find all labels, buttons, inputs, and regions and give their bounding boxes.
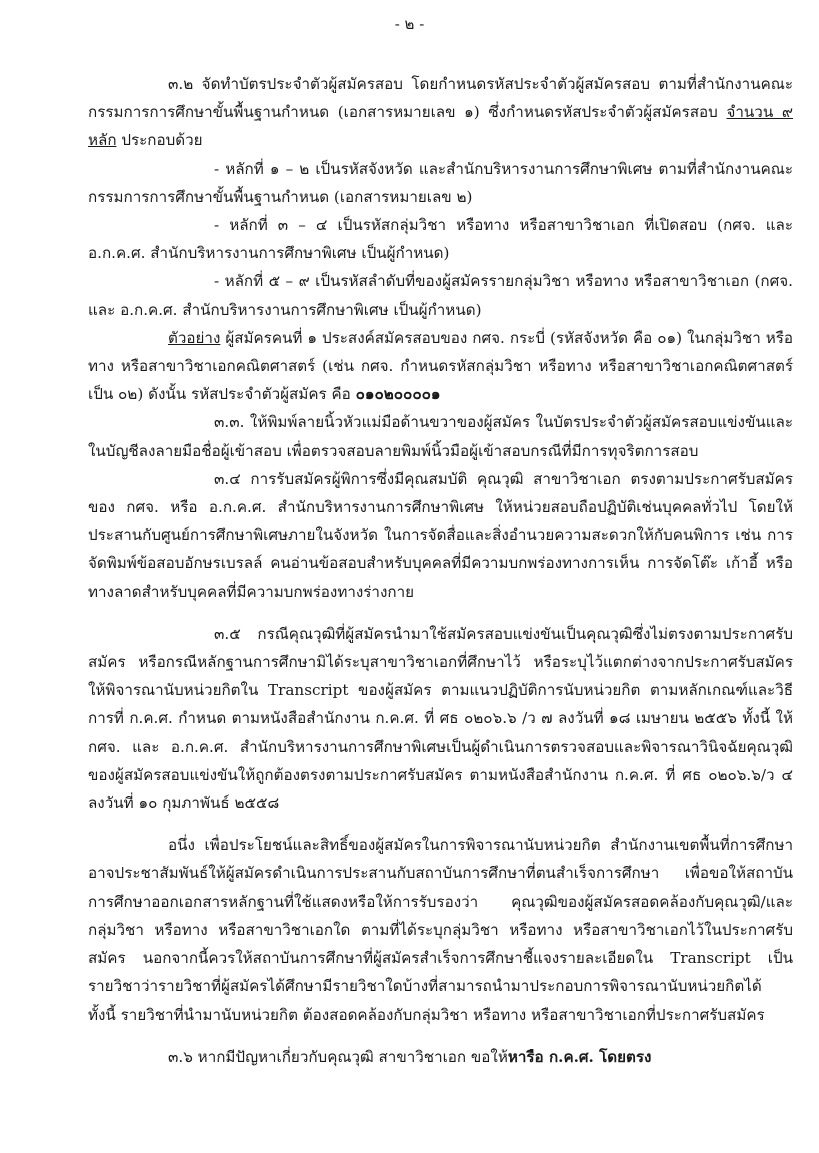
section-3-2-after: ประกอบด้วย xyxy=(116,131,203,150)
section-3-2 xyxy=(88,70,793,155)
example-text: ผู้สมัครคนที่ ๑ ประสงค์สมัครสอบของ กศจ. กระบี่ (รหัสจังหวัด คือ ๐๑) ในกลุ่มวิชา หรือทาง หรือสาขาวิชาเอกคณิตศาสตร์ (เช่น กศจ. กำหนดรหัสกลุ่มวิชา หรือทาง หรือสาขาวิชาเอกคณิตศาสตร์ เป็น ๐๒) ดังนั้น รหัสประจำตัวผู้สมัคร คือ xyxy=(88,328,793,404)
section-3-3: ๓.๓. ให้พิมพ์ลายนิ้วหัวแม่มือด้านขวาของผู้สมัคร ในบัตรประจำตัวผู้สมัครสอบแข่งขันและในบัญชีลงลายมือชื่อผู้เข้าสอบ เพื่อตรวจสอบลายพิมพ์นิ้วมือผู้เข้าสอบกรณีที่มีการทุจริตการสอบ xyxy=(88,413,793,460)
document-body xyxy=(88,70,793,1071)
section-3-6 xyxy=(88,1043,793,1071)
paragraph-gap xyxy=(88,1029,793,1043)
section-3-6-text: ๓.๖ หากมีปัญหาเกี่ยวกับคุณวุฒิ สาขาวิชาเอก ขอให้ xyxy=(168,1047,508,1066)
paragraph-gap xyxy=(88,606,793,620)
example-code: ๐๑๐๒๐๐๐๐๑ xyxy=(355,385,441,404)
digit-rule-1: - หลักที่ ๑ – ๒ เป็นรหัสจังหวัด และสำนักบริหารงานการศึกษาพิเศษ ตามที่สำนักงานคณะกรรมการการศึกษาขั้นพื้นฐานกำหนด (เอกสารหมายเลข ๒) xyxy=(88,159,793,206)
section-3-5-note: อนึ่ง เพื่อประโยชน์และสิทธิ์ของผู้สมัครในการพิจารณานับหน่วยกิต สำนักงานเขตพื้นที่การศึกษาอาจประชาสัมพันธ์ให้ผู้สมัครดำเนินการประสานกับสถาบันการศึกษาที่ตนสำเร็จการศึกษา เพื่อขอให้สถาบันการศึกษาออกเอกสารหลักฐานที่ใช้แสดงหรือให้การรับรองว่า คุณวุฒิของผู้สมัครสอดคล้องกับคุณวุฒิ/และกลุ่มวิชา หรือทาง หรือสาขาวิชาเอกใด ตามที่ได้ระบุกลุ่มวิชา หรือทาง หรือสาขาวิชาเอกไว้ในประกาศรับสมัคร นอกจากนี้ควรให้สถาบันการศึกษาที่ผู้สมัครสำเร็จการศึกษาชี้แจงรายละเอียดใน Transcript เป็นรายวิชาว่ารายวิชาที่ผู้สมัครได้ศึกษามีรายวิชาใดบ้างที่สามารถนำมาประกอบการพิจารณานับหน่วยกิตได้ ทั้งนี้ รายวิชาที่นำมานับหน่วยกิต ต้องสอดคล้องกับกลุ่มวิชา หรือทาง หรือสาขาวิชาเอกที่ประกาศรับสมัคร xyxy=(88,836,793,1024)
section-3-5: ๓.๕ กรณีคุณวุฒิที่ผู้สมัครนำมาใช้สมัครสอบแข่งขันเป็นคุณวุฒิซึ่งไม่ตรงตามประกาศรับสมัคร หรือกรณีหลักฐานการศึกษามิได้ระบุสาขาวิชาเอกที่ศึกษาไว้ หรือระบุไว้แตกต่างจากประกาศรับสมัคร ให้พิจารณานับหน่วยกิตใน Transcript ของผู้สมัคร ตามแนวปฏิบัติการนับหน่วยกิต ตามหลักเกณฑ์และวิธีการที่ ก.ค.ศ. กำหนด ตามหนังสือสำนักงาน ก.ค.ศ. ที่ ศธ ๐๒๐๖.๖ /ว ๗ ลงวันที่ ๑๘ เมษายน ๒๕๕๖ ทั้งนี้ ให้ กศจ. และ อ.ก.ค.ศ. สำนักบริหารงานการศึกษาพิเศษเป็นผู้ดำเนินการตรวจสอบและพิจารณาวินิจฉัยคุณวุฒิของผู้สมัครสอบแข่งขันให้ถูกต้องตรงตามประกาศรับสมัคร ตามหนังสือสำนักงาน ก.ค.ศ. ที่ ศธ ๐๒๐๖.๖/ว ๔ ลงวันที่ ๑๐ กุมภาพันธ์ ๒๕๕๘ xyxy=(88,624,793,813)
digit-rule-3: - หลักที่ ๕ – ๙ เป็นรหัสลำดับที่ของผู้สมัครรายกลุ่มวิชา หรือทาง หรือสาขาวิชาเอก (กศจ. และ อ.ก.ค.ศ. สำนักบริหารงานการศึกษาพิเศษ เป็นผู้กำหนด) xyxy=(88,272,793,319)
digit-rule-2: - หลักที่ ๓ – ๔ เป็นรหัสกลุ่มวิชา หรือทาง หรือสาขาวิชาเอก ที่เปิดสอบ (กศจ. และ อ.ก.ค.ศ. สำนักบริหารงานการศึกษาพิเศษ เป็นผู้กำหนด) xyxy=(88,216,793,263)
section-3-2-text: ๓.๒ จัดทำบัตรประจำตัวผู้สมัครสอบ โดยกำหนดรหัสประจำตัวผู้สมัครสอบ ตามที่สำนักงานคณะกรรมการการศึกษาขั้นพื้นฐานกำหนด (เอกสารหมายเลข ๑) ซึ่งกำหนดรหัสประจำตัวผู้สมัครสอบ xyxy=(88,75,793,122)
nine-digit-underline: จำนวน ๙ หลัก xyxy=(88,103,793,150)
example-label: ตัวอย่าง xyxy=(168,328,221,347)
page-number: - ๒ - xyxy=(394,15,425,33)
section-3-6-bold: หารือ ก.ค.ศ. โดยตรง xyxy=(507,1047,652,1066)
paragraph-gap xyxy=(88,817,793,831)
example-paragraph xyxy=(88,324,793,409)
section-3-4: ๓.๔ การรับสมัครผู้พิการซึ่งมีคุณสมบัติ คุณวุฒิ สาขาวิชาเอก ตรงตามประกาศรับสมัครของ กศจ. หรือ อ.ก.ค.ศ. สำนักบริหารงานการศึกษาพิเศษ ให้หน่วยสอบถือปฏิบัติเช่นบุคคลทั่วไป โดยให้ประสานกับศูนย์การศึกษาพิเศษภายในจังหวัด ในการจัดสื่อและสิ่งอำนวยความสะดวกให้กับคนพิการ เช่น การจัดพิมพ์ข้อสอบอักษรเบรลล์ คนอ่านข้อสอบสำหรับบุคคลที่มีความบกพร่องทางการเห็น การจัดโต๊ะ เก้าอี้ หรือทางลาดสำหรับบุคคลที่มีความบกพร่องทางร่างกาย xyxy=(88,469,793,601)
